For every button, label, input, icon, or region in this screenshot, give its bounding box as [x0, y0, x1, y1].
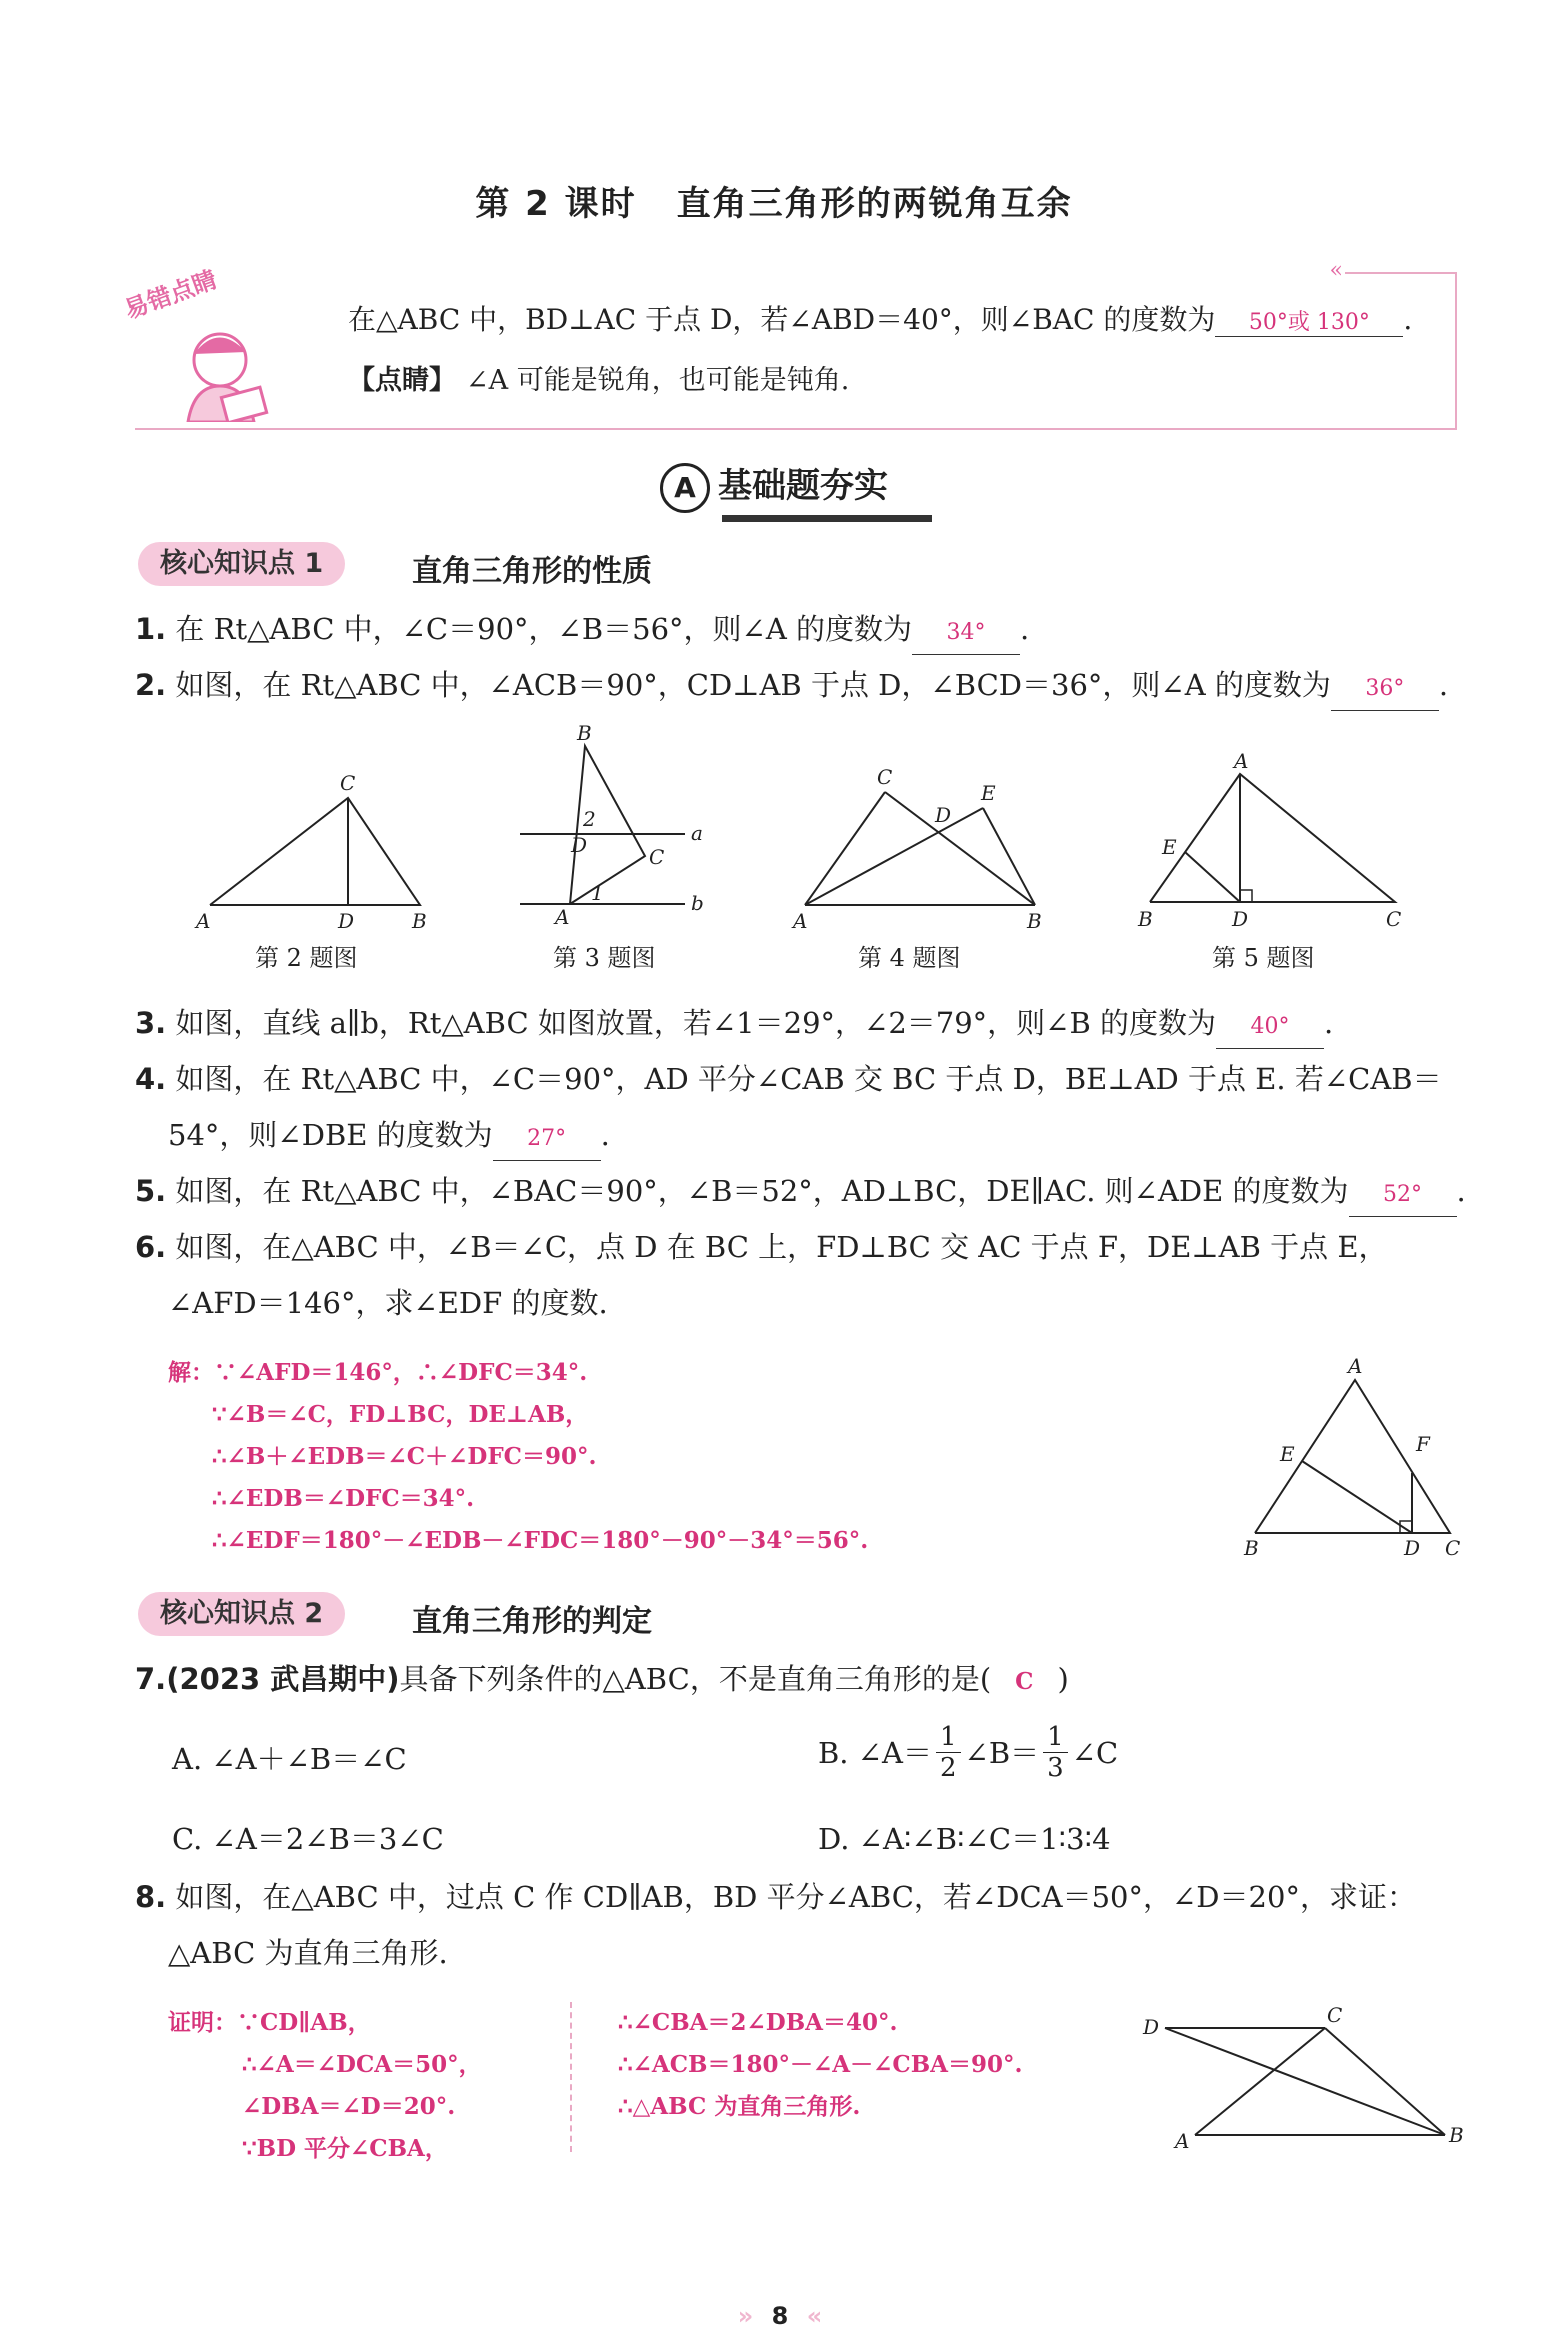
section-heading: A 基础题夯实 [0, 458, 1548, 513]
label-D: D [338, 909, 355, 933]
label-D: D [571, 833, 588, 857]
option-B: B. ∠A＝ 1 2 ∠B＝ 1 3 ∠C [818, 1722, 1119, 1783]
knowledge-point-badge-1: 核心知识点 1 [138, 542, 345, 586]
answer-7: C [1015, 1668, 1034, 1695]
answer-5: 52° [1349, 1174, 1457, 1217]
label-D: D [1404, 1536, 1421, 1560]
figure-q3 [515, 718, 715, 942]
page-title [0, 176, 1548, 225]
label-E: E [1280, 1442, 1295, 1466]
double-chevron-icon: « [1329, 258, 1343, 283]
label-C: C [340, 771, 356, 795]
label-C: C [1386, 907, 1402, 931]
label-C: C [1445, 1536, 1461, 1560]
label-B: B [577, 721, 592, 745]
proof-8-left: 证明：∵CD∥AB， ∴∠A＝∠DCA＝50°， ∠DBA＝∠D＝20°. ∵BD 平分∠CBA， [168, 2009, 482, 2162]
label-C: C [1327, 2003, 1343, 2027]
question-2: 2. 如图，在 Rt△ABC 中，∠ACB＝90°，CD⊥AB 于点 D，∠BCD＝36°，则∠A 的度数为 36° . [135, 664, 1448, 711]
label-D: D [1232, 907, 1249, 931]
error-tip-label: 易错点睛 [120, 265, 221, 325]
answer-3: 40° [1216, 1006, 1324, 1049]
error-tip-question: 在△ABC 中，BD⊥AC 于点 D，若∠ABD＝40°，则∠BAC 的度数为 50°或 130° . [348, 303, 1413, 336]
question-5: 5. 如图，在 Rt△ABC 中，∠BAC＝90°，∠B＝52°，AD⊥BC，DE∥AC. 则∠ADE 的度数为 52° . [135, 1170, 1466, 1217]
section-badge: A [660, 463, 710, 513]
question-1: 1. 在 Rt△ABC 中，∠C＝90°，∠B＝56°，则∠A 的度数为 34° . [135, 608, 1029, 655]
question-4-line-2: 54°，则∠DBE 的度数为 27° . [168, 1114, 610, 1161]
label-B: B [1244, 1536, 1259, 1560]
proof-divider [570, 2002, 572, 2152]
label-A: A [1175, 2129, 1190, 2153]
error-tip-badge [120, 265, 298, 422]
solution-6: 解：∵∠AFD＝146°，∴∠DFC＝34°. ∵∠B＝∠C，FD⊥BC，DE⊥AB， ∴∠B＋∠EDB＝∠C＋∠DFC＝90°. ∴∠EDB＝∠DFC＝34°. ∴∠EDF＝180°－∠EDB－∠FDC＝180°－90°－34°＝56°. [168, 1359, 869, 1554]
figure-q4 [785, 760, 1045, 944]
figure-caption-4: 第 4 题图 [858, 944, 961, 972]
figure-caption-2: 第 2 题图 [255, 944, 358, 972]
figure-q2 [190, 760, 450, 944]
question-3: 3. 如图，直线 a∥b，Rt△ABC 如图放置，若∠1＝29°，∠2＝79°，则∠B 的度数为 40° . [135, 1002, 1333, 1049]
chevron-right-icon: » [737, 2302, 754, 2330]
option-C: C. ∠A＝2∠B＝3∠C [172, 1822, 444, 1856]
lesson-number: 第 2 课时 [475, 184, 637, 224]
figure-q8 [1135, 2000, 1475, 2164]
fraction-1: 1 2 [936, 1722, 961, 1783]
page-number: » 8 « [737, 2302, 823, 2330]
knowledge-point-title-1: 直角三角形的性质 [412, 554, 652, 589]
question-8: 8. 如图，在△ABC 中，过点 C 作 CD∥AB，BD 平分∠ABC，若∠DCA＝50°，∠D＝20°，求证： [135, 1880, 1416, 1914]
figure-caption-5: 第 5 题图 [1212, 944, 1315, 972]
question-8-line-2: △ABC 为直角三角形. [168, 1936, 448, 1970]
option-D: D. ∠A∶∠B∶∠C＝1∶3∶4 [818, 1822, 1111, 1856]
figure-caption-3: 第 3 题图 [553, 944, 656, 972]
label-A: A [793, 909, 808, 933]
answer-4: 27° [493, 1118, 601, 1161]
label-A: A [196, 909, 211, 933]
label-b: b [691, 891, 704, 915]
label-A: A [1234, 752, 1249, 773]
label-E: E [981, 781, 996, 805]
label-A: A [1348, 1355, 1363, 1378]
question-6-line-2: ∠AFD＝146°，求∠EDF 的度数. [168, 1286, 608, 1320]
label-F: F [1416, 1432, 1430, 1456]
question-7: 7.(2023 武昌期中)具备下列条件的△ABC，不是直角三角形的是( C ) [135, 1662, 1069, 1696]
answer-2: 36° [1331, 668, 1439, 711]
proof-8-right: ∴∠CBA＝2∠DBA＝40°. ∴∠ACB＝180°－∠A－∠CBA＝90°. ∴△ABC 为直角三角形. [618, 2009, 1023, 2120]
section-underline [722, 515, 932, 522]
label-a: a [691, 821, 703, 845]
answer-1: 34° [912, 612, 1020, 655]
question-4: 4. 如图，在 Rt△ABC 中，∠C＝90°，AD 平分∠CAB 交 BC 于点 D，BE⊥AD 于点 E. 若∠CAB＝ [135, 1062, 1442, 1096]
label-angle-1: 1 [591, 881, 604, 905]
label-D: D [935, 803, 952, 827]
lesson-title: 直角三角形的两锐角互余 [676, 184, 1073, 224]
error-tip-answer: 50°或 130° [1215, 305, 1403, 337]
chevron-left-icon: « [806, 2302, 823, 2330]
label-angle-2: 2 [583, 807, 596, 831]
divider [135, 428, 1457, 430]
knowledge-point-title-2: 直角三角形的判定 [412, 1604, 652, 1639]
error-tip-box [135, 258, 1457, 430]
label-B: B [1449, 2123, 1464, 2147]
label-C: C [877, 765, 893, 789]
label-D: D [1143, 2015, 1160, 2039]
figure-q6 [1240, 1355, 1470, 1569]
label-C: C [649, 845, 665, 869]
question-6: 6. 如图，在△ABC 中，∠B＝∠C，点 D 在 BC 上，FD⊥BC 交 AC 于点 F，DE⊥AB 于点 E， [135, 1230, 1388, 1264]
knowledge-point-badge-2: 核心知识点 2 [138, 1592, 345, 1636]
fraction-2: 1 3 [1043, 1722, 1068, 1783]
label-B: B [412, 909, 427, 933]
label-A: A [555, 905, 570, 929]
error-tip-hint: 【点睛】 ∠A 可能是锐角，也可能是钝角. [348, 365, 850, 396]
label-E: E [1162, 835, 1177, 859]
label-B: B [1138, 907, 1153, 931]
label-B: B [1027, 909, 1042, 933]
figure-q5 [1130, 752, 1420, 946]
option-A: A. ∠A＋∠B＝∠C [172, 1742, 407, 1776]
question-source: (2023 武昌期中) [166, 1662, 400, 1696]
